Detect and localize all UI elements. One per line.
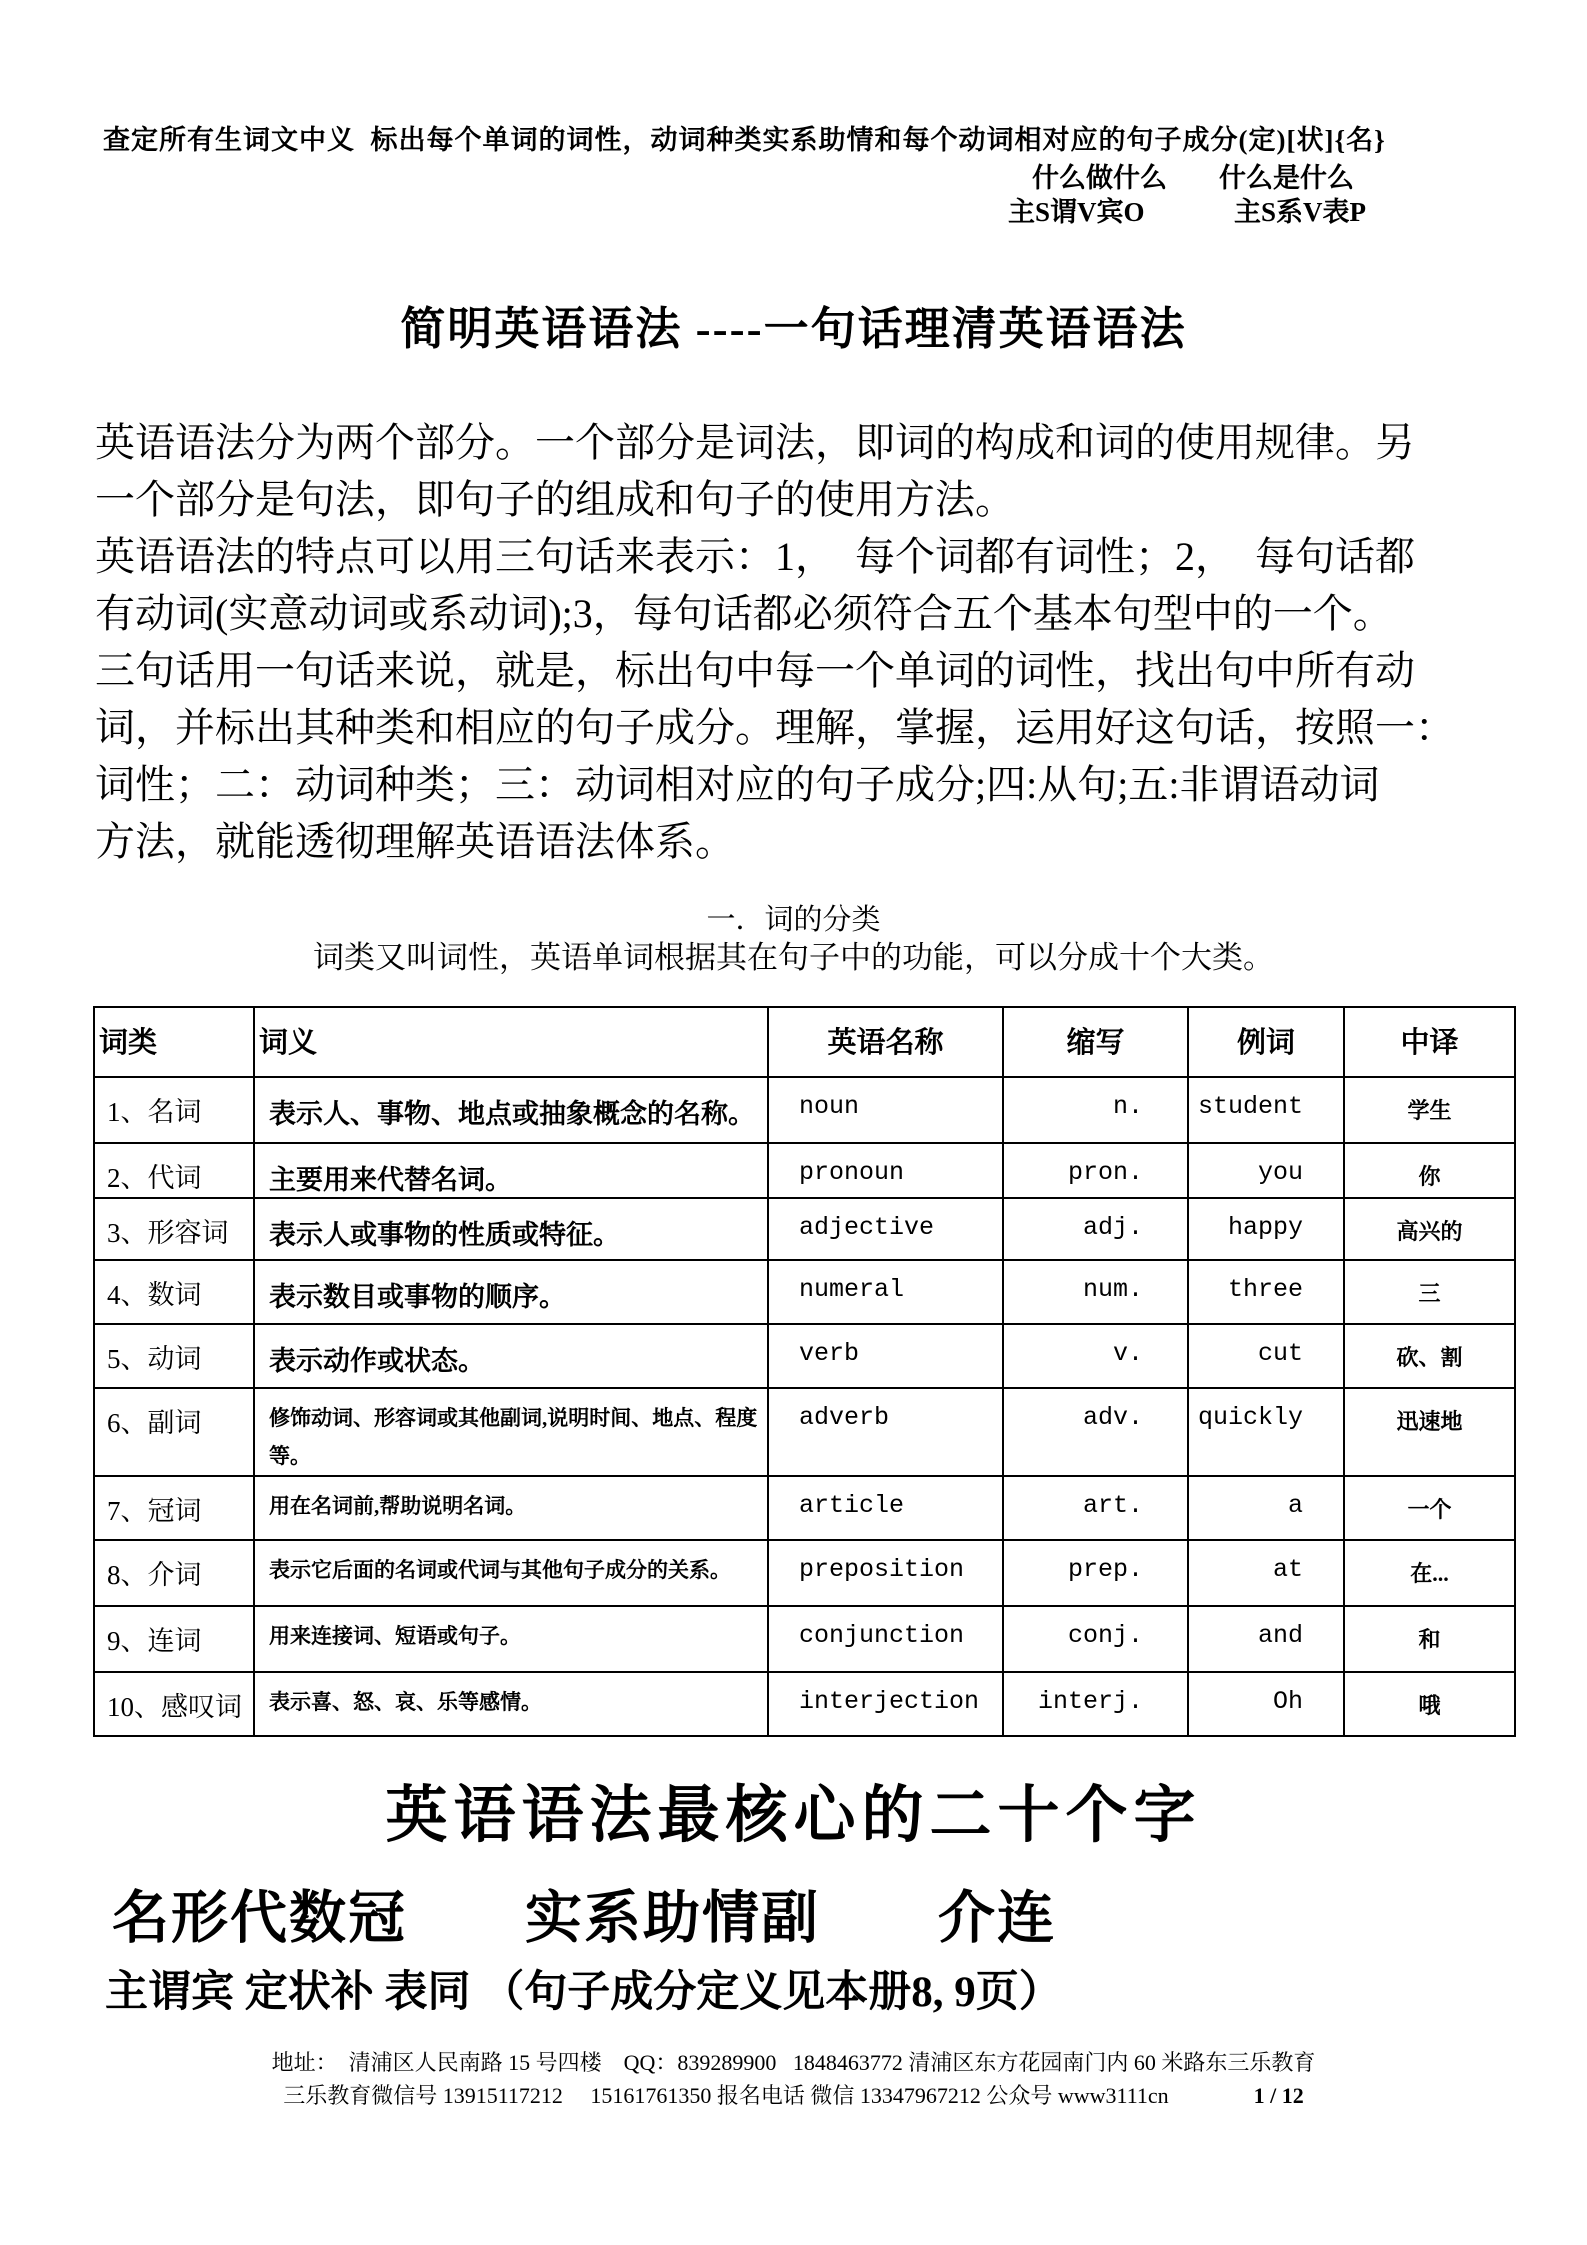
annotation-line: 查定所有生词文中义 标出每个单词的词性，动词种类实系助情和每个动词相对应的句子成分(定)[状]{名} xyxy=(103,125,1386,155)
cell-example: at xyxy=(1188,1540,1344,1606)
cell-abbr: art. xyxy=(1003,1476,1188,1540)
col-header-meaning: 词义 xyxy=(254,1007,768,1077)
cell-abbr: interj. xyxy=(1003,1672,1188,1736)
cell-class: 9、连词 xyxy=(94,1606,254,1672)
cell-example: a xyxy=(1188,1476,1344,1540)
cell-chinese: 哦 xyxy=(1344,1672,1515,1736)
cell-english: article xyxy=(768,1476,1003,1540)
cell-example: Oh xyxy=(1188,1672,1344,1736)
intro-line: 三句话用一句话来说，就是，标出句中每一个单词的词性，找出句中所有动 xyxy=(95,648,1415,693)
cell-class: 10、感叹词 xyxy=(94,1672,254,1736)
annotation-svp: 主S系V表P xyxy=(1233,197,1366,227)
page-number: 1 / 12 xyxy=(1253,2083,1304,2108)
intro-line: 一个部分是句法，即句子的组成和句子的使用方法。 xyxy=(95,477,1015,522)
table-row xyxy=(94,1672,1515,1736)
cell-class: 7、冠词 xyxy=(94,1476,254,1540)
table-row xyxy=(94,1198,1515,1260)
col-header-abbr: 缩写 xyxy=(1003,1007,1188,1077)
cell-class: 1、名词 xyxy=(94,1077,254,1143)
cell-english: preposition xyxy=(768,1540,1003,1606)
cell-abbr: n. xyxy=(1003,1077,1188,1143)
cell-abbr: pron. xyxy=(1003,1143,1188,1198)
annotation-what-is: 什么是什么 xyxy=(1219,163,1354,193)
cell-example: three xyxy=(1188,1260,1344,1324)
cell-class: 3、形容词 xyxy=(94,1198,254,1260)
section-heading: 一．词的分类 xyxy=(706,904,881,936)
cell-chinese: 一个 xyxy=(1344,1476,1515,1540)
cell-class: 6、副词 xyxy=(94,1388,254,1476)
intro-line: 词，并标出其种类和相应的句子成分。理解，掌握，运用好这句话，按照一： xyxy=(95,705,1455,750)
cell-meaning: 修饰动词、形容词或其他副词,说明时间、地点、程度等。 xyxy=(254,1388,768,1476)
cell-abbr: adv. xyxy=(1003,1388,1188,1476)
cell-chinese: 你 xyxy=(1344,1143,1515,1198)
cell-meaning: 表示喜、怒、哀、乐等感情。 xyxy=(254,1672,768,1736)
section-subheading: 词类又叫词性，英语单词根据其在句子中的功能，可以分成十个大类。 xyxy=(313,940,1274,975)
table-row xyxy=(94,1143,1515,1198)
intro-line: 方法，就能透彻理解英语语法体系。 xyxy=(95,819,735,864)
core-title: 英语语法最核心的二十个字 xyxy=(385,1782,1202,1850)
col-header-english: 英语名称 xyxy=(768,1007,1003,1077)
cell-example: happy xyxy=(1188,1198,1344,1260)
col-header-example: 例词 xyxy=(1188,1007,1344,1077)
footer-address-line: 地址： 清浦区人民南路 15 号四楼 QQ：839289900 1848463772 清浦区东方花园南门内 60 米路东三乐教育 xyxy=(271,2050,1316,2075)
cell-english: pronoun xyxy=(768,1143,1003,1198)
table-row xyxy=(94,1476,1515,1540)
cell-english: verb xyxy=(768,1324,1003,1388)
cell-english: noun xyxy=(768,1077,1003,1143)
cell-chinese: 和 xyxy=(1344,1606,1515,1672)
intro-line: 英语语法的特点可以用三句话来表示：1， 每个词都有词性；2， 每句话都 xyxy=(95,534,1415,579)
cell-english: adverb xyxy=(768,1388,1003,1476)
table-row xyxy=(94,1388,1515,1476)
cell-meaning: 用来连接词、短语或句子。 xyxy=(254,1606,768,1672)
annotation-sub-row-2 xyxy=(1008,190,1366,229)
footer-contact-line xyxy=(0,2079,1587,2110)
cell-chinese: 学生 xyxy=(1344,1077,1515,1143)
intro-line: 有动词(实意动词或系动词);3，每句话都必须符合五个基本句型中的一个。 xyxy=(95,591,1393,636)
cell-chinese: 迅速地 xyxy=(1344,1388,1515,1476)
table-row xyxy=(94,1077,1515,1143)
cell-chinese: 三 xyxy=(1344,1260,1515,1324)
cell-example: cut xyxy=(1188,1324,1344,1388)
core-characters-line: 名形代数冠 实系助情副 介连 xyxy=(112,1887,1056,1950)
cell-chinese: 砍、割 xyxy=(1344,1324,1515,1388)
cell-example: you xyxy=(1188,1143,1344,1198)
cell-example: student xyxy=(1188,1077,1344,1143)
table-header-row xyxy=(94,1007,1515,1077)
cell-english: conjunction xyxy=(768,1606,1003,1672)
cell-meaning: 表示人、事物、地点或抽象概念的名称。 xyxy=(254,1077,768,1143)
table-row xyxy=(94,1260,1515,1324)
core-components-line: 主谓宾 定状补 表同 （句子成分定义见本册8, 9页） xyxy=(105,1969,1062,2016)
cell-abbr: adj. xyxy=(1003,1198,1188,1260)
annotation-svo: 主S谓V宾O xyxy=(1008,197,1145,227)
table-row xyxy=(94,1540,1515,1606)
cell-meaning: 主要用来代替名词。 xyxy=(254,1143,768,1198)
cell-meaning: 表示它后面的名词或代词与其他句子成分的关系。 xyxy=(254,1540,768,1606)
cell-english: adjective xyxy=(768,1198,1003,1260)
intro-line: 英语语法分为两个部分。一个部分是词法，即词的构成和词的使用规律。另 xyxy=(95,420,1415,465)
intro-line: 词性；二：动词种类；三：动词相对应的句子成分;四:从句;五:非谓语动词 xyxy=(95,762,1380,807)
col-header-chinese: 中译 xyxy=(1344,1007,1515,1077)
cell-meaning: 表示数目或事物的顺序。 xyxy=(254,1260,768,1324)
cell-meaning: 表示动作或状态。 xyxy=(254,1324,768,1388)
footer-contact-text: 三乐教育微信号 13915117212 15161761350 报名电话 微信 13347967212 公众号 www3111cn xyxy=(283,2083,1169,2108)
cell-example: quickly xyxy=(1188,1388,1344,1476)
cell-meaning: 用在名词前,帮助说明名词。 xyxy=(254,1476,768,1540)
cell-abbr: num. xyxy=(1003,1260,1188,1324)
cell-class: 2、代词 xyxy=(94,1143,254,1198)
cell-example: and xyxy=(1188,1606,1344,1672)
cell-meaning: 表示人或事物的性质或特征。 xyxy=(254,1198,768,1260)
cell-abbr: conj. xyxy=(1003,1606,1188,1672)
cell-chinese: 高兴的 xyxy=(1344,1198,1515,1260)
col-header-class: 词类 xyxy=(94,1007,254,1077)
table-row xyxy=(94,1606,1515,1672)
cell-class: 4、数词 xyxy=(94,1260,254,1324)
cell-abbr: v. xyxy=(1003,1324,1188,1388)
cell-class: 5、动词 xyxy=(94,1324,254,1388)
annotation-what-do: 什么做什么 xyxy=(1032,163,1167,193)
cell-class: 8、介词 xyxy=(94,1540,254,1606)
cell-abbr: prep. xyxy=(1003,1540,1188,1606)
intro-paragraph xyxy=(95,414,1515,870)
document-title: 简明英语语法 ----一句话理清英语语法 xyxy=(400,304,1187,354)
word-class-table xyxy=(93,1006,1516,1737)
cell-english: numeral xyxy=(768,1260,1003,1324)
cell-english: interjection xyxy=(768,1672,1003,1736)
table-row xyxy=(94,1324,1515,1388)
cell-chinese: 在... xyxy=(1344,1540,1515,1606)
